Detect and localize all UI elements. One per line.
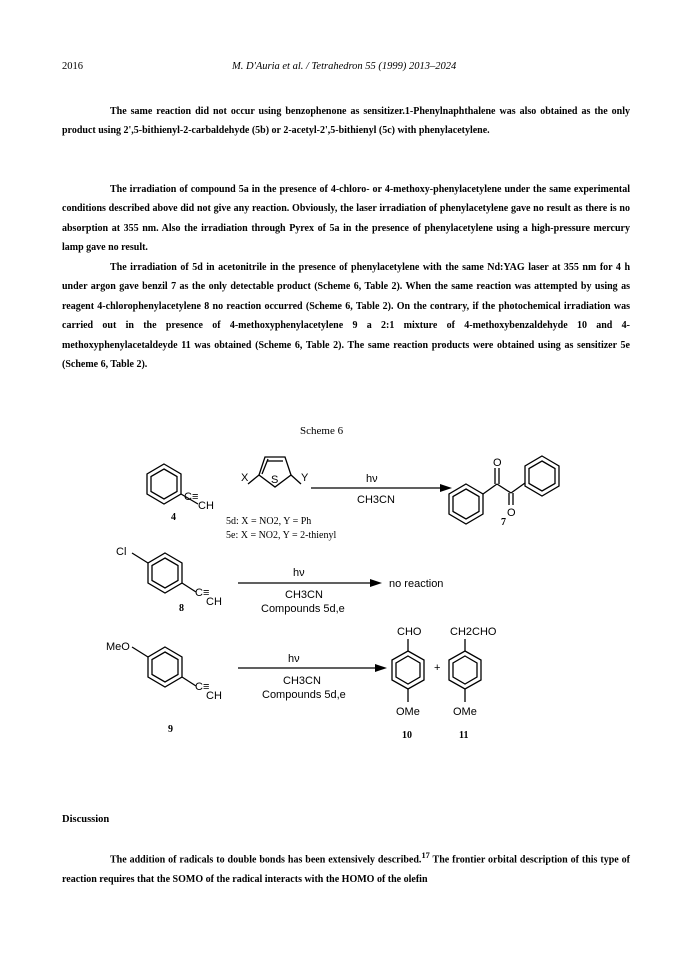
plus-sign: + xyxy=(434,662,441,674)
alkyne-label-4: C≡ xyxy=(184,491,199,503)
paragraph-2-text: The irradiation of compound 5a in the presence of 4-chloro- or 4-methoxy-phenylacetylene under the same experimental conditions described above did not give any reaction. Obviously, the laser irradiation of phenylacetylene gave no result as there is no absorption at 355 nm. Also the irradiation through Pyrex of 5a in the presence of phenylacetylene using a high-pressure mercury lamp gave no result. xyxy=(62,184,630,254)
paragraph-4 xyxy=(62,846,630,889)
reagent-label-3: Compounds 5d,e xyxy=(262,689,346,701)
compound-5d-definition: 5d: X = NO2, Y = Ph xyxy=(226,516,312,527)
chloro-label: Cl xyxy=(116,546,127,558)
no-reaction-label: no reaction xyxy=(389,578,444,590)
solvent-label-3: CH3CN xyxy=(283,675,321,687)
hv-label-1: hν xyxy=(366,473,378,485)
x-substituent-label: X xyxy=(241,472,249,484)
alkyne-label-9: C≡ xyxy=(195,681,210,693)
alkyne-label-8: C≡ xyxy=(195,587,210,599)
reagent-label-2: Compounds 5d,e xyxy=(261,603,345,615)
y-substituent-label: Y xyxy=(301,472,309,484)
paragraph-4-text xyxy=(62,846,630,889)
paragraph-4-main: The addition of radicals to double bonds has been extensively described. xyxy=(110,854,422,866)
cho-label: CHO xyxy=(397,626,422,638)
bond-y xyxy=(291,475,301,484)
compound-label-7: 7 xyxy=(501,517,506,528)
benzene-ring-4 xyxy=(147,464,181,504)
bond-x xyxy=(248,475,259,484)
compound-label-9: 9 xyxy=(168,724,173,735)
arrow-1-head xyxy=(440,484,452,492)
hv-label-3: hν xyxy=(288,653,300,665)
solvent-label-1: CH3CN xyxy=(357,494,395,506)
benzene-ring-8 xyxy=(132,553,196,593)
arrow-3-head xyxy=(375,664,387,672)
hv-label-2: hν xyxy=(293,567,305,579)
ch-label-8: CH xyxy=(206,596,222,608)
paragraph-3-text: The irradiation of 5d in acetonitrile in the presence of phenylacetylene with the same Nd:YAG laser at 355 nm for 4 h under argon gave benzil 7 as the only detectable product (Scheme 6, Table 2). When the same reaction was attempted by using as reagent 4-chlorophenylacetylene 8 no reaction occurred (Scheme 6, Table 2). On the contrary, if the photochemical irradiation was carried out in the presence of 4-methoxyphenylacetylene 9 a 2:1 mixture of 4-methoxybenzaldehyde 10 and 4-methoxyphenylacetaldeyde 11 was obtained (Scheme 6, Table 2). The same reaction products were obtained using as sensitizer 5e (Scheme 6, Table 2). xyxy=(62,262,630,371)
thiophene-s-label: S xyxy=(271,474,279,486)
compound-label-8: 8 xyxy=(179,603,184,614)
compound-5e-definition: 5e: X = NO2, Y = 2-thienyl xyxy=(226,530,337,541)
ch-label-9: CH xyxy=(206,690,222,702)
discussion-heading: Discussion xyxy=(62,814,110,825)
ome-label-11: OMe xyxy=(453,706,477,718)
benzene-ring-9 xyxy=(132,647,196,687)
paragraph-1-text: The same reaction did not occur using benzophenone as sensitizer.1-Phenylnaphthalene was also obtained as the only product using 2',5-bithienyl-2-carbaldehyde (5b) or 2-acetyl-2',5-bithienyl (5c) with phenylacetylene. xyxy=(62,106,630,137)
page-number: 2016 xyxy=(62,61,83,72)
reference-17: 17 xyxy=(421,851,430,860)
arrow-2-head xyxy=(370,579,382,587)
running-header: M. D'Auria et al. / Tetrahedron 55 (1999) 2013–2024 xyxy=(232,61,457,72)
carbonyl-o-top: O xyxy=(493,457,502,469)
ch-label-4: CH xyxy=(198,500,214,512)
scheme-caption: Scheme 6 xyxy=(300,425,344,437)
carbonyl-o-bottom: O xyxy=(507,507,516,519)
product-10-ring xyxy=(392,639,424,702)
product-11-ring xyxy=(449,639,481,702)
ome-label-10: OMe xyxy=(396,706,420,718)
compound-label-11: 11 xyxy=(459,730,469,741)
compound-label-4: 4 xyxy=(171,512,176,523)
ch2cho-label: CH2CHO xyxy=(450,626,497,638)
benzil-molecule xyxy=(449,456,559,524)
methoxy-label: MeO xyxy=(106,641,130,653)
compound-label-10: 10 xyxy=(402,730,412,741)
paragraph-4-rest: The frontier orbital description of this type of reaction requires that the SOMO of the radical interacts with the HOMO of the olefin xyxy=(62,854,630,885)
solvent-label-2: CH3CN xyxy=(285,589,323,601)
